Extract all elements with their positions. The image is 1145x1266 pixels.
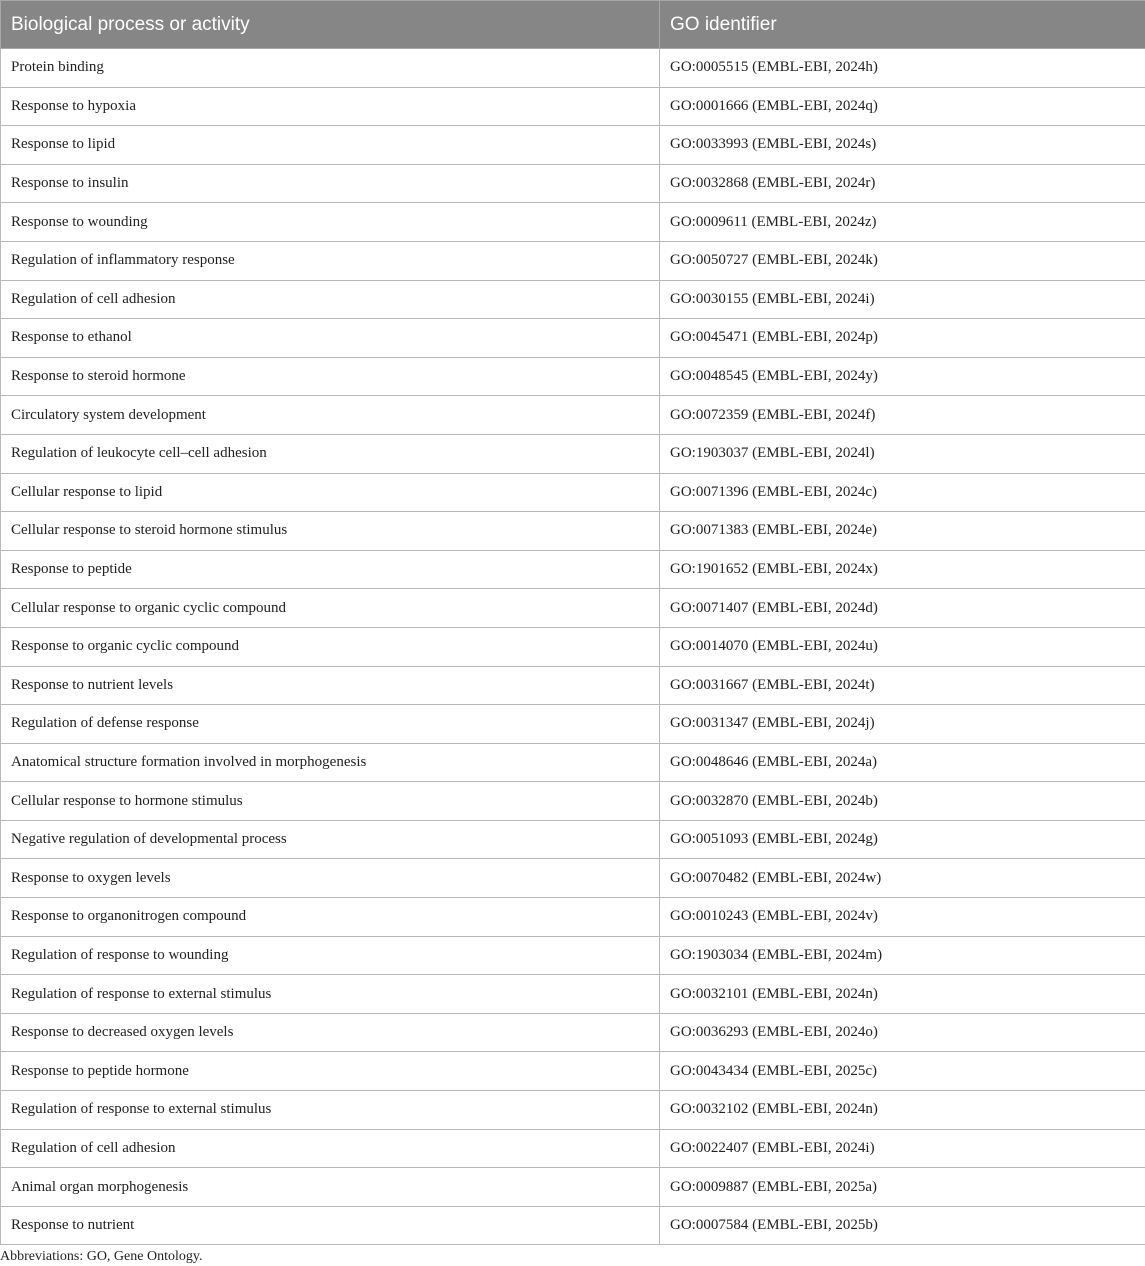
table-row xyxy=(1,975,1145,1014)
table-row xyxy=(1,1013,1145,1052)
cell-biological-process: Cellular response to organic cyclic compound xyxy=(1,589,660,628)
table-row xyxy=(1,1091,1145,1130)
cell-go-identifier: GO:0032102 (EMBL-EBI, 2024n) xyxy=(660,1091,1145,1130)
table-row xyxy=(1,743,1145,782)
cell-go-identifier: GO:0071383 (EMBL-EBI, 2024e) xyxy=(660,512,1145,551)
cell-biological-process: Response to ethanol xyxy=(1,319,660,358)
cell-biological-process: Circulatory system development xyxy=(1,396,660,435)
cell-go-identifier: GO:1903034 (EMBL-EBI, 2024m) xyxy=(660,936,1145,975)
table-row xyxy=(1,203,1145,242)
cell-go-identifier: GO:0009887 (EMBL-EBI, 2025a) xyxy=(660,1168,1145,1207)
cell-biological-process: Response to organic cyclic compound xyxy=(1,627,660,666)
cell-biological-process: Negative regulation of developmental process xyxy=(1,820,660,859)
cell-go-identifier: GO:0071407 (EMBL-EBI, 2024d) xyxy=(660,589,1145,628)
table-row xyxy=(1,936,1145,975)
cell-biological-process: Regulation of cell adhesion xyxy=(1,1129,660,1168)
cell-biological-process: Anatomical structure formation involved in morphogenesis xyxy=(1,743,660,782)
table-header xyxy=(1,1,1145,49)
cell-go-identifier: GO:0032870 (EMBL-EBI, 2024b) xyxy=(660,782,1145,821)
cell-go-identifier: GO:0045471 (EMBL-EBI, 2024p) xyxy=(660,319,1145,358)
table-row xyxy=(1,164,1145,203)
table-row xyxy=(1,859,1145,898)
table-row xyxy=(1,1206,1145,1245)
cell-go-identifier: GO:0072359 (EMBL-EBI, 2024f) xyxy=(660,396,1145,435)
cell-biological-process: Response to nutrient levels xyxy=(1,666,660,705)
cell-biological-process: Regulation of response to wounding xyxy=(1,936,660,975)
header-biological-process: Biological process or activity xyxy=(1,1,660,49)
cell-go-identifier: GO:0030155 (EMBL-EBI, 2024i) xyxy=(660,280,1145,319)
cell-go-identifier: GO:0014070 (EMBL-EBI, 2024u) xyxy=(660,627,1145,666)
footnote-abbreviations: Abbreviations: GO, Gene Ontology. xyxy=(0,1249,203,1264)
cell-biological-process: Response to oxygen levels xyxy=(1,859,660,898)
table-row xyxy=(1,396,1145,435)
cell-biological-process: Response to peptide xyxy=(1,550,660,589)
table-row xyxy=(1,627,1145,666)
cell-go-identifier: GO:0051093 (EMBL-EBI, 2024g) xyxy=(660,820,1145,859)
cell-biological-process: Cellular response to steroid hormone stimulus xyxy=(1,512,660,551)
cell-biological-process: Response to organonitrogen compound xyxy=(1,898,660,937)
header-row xyxy=(1,1,1145,49)
header-go-identifier: GO identifier xyxy=(660,1,1145,49)
cell-go-identifier: GO:0022407 (EMBL-EBI, 2024i) xyxy=(660,1129,1145,1168)
cell-biological-process: Response to lipid xyxy=(1,126,660,165)
table-row xyxy=(1,820,1145,859)
table-row xyxy=(1,126,1145,165)
cell-go-identifier: GO:0031347 (EMBL-EBI, 2024j) xyxy=(660,705,1145,744)
cell-biological-process: Regulation of inflammatory response xyxy=(1,241,660,280)
cell-go-identifier: GO:1901652 (EMBL-EBI, 2024x) xyxy=(660,550,1145,589)
table-row xyxy=(1,666,1145,705)
cell-biological-process: Response to steroid hormone xyxy=(1,357,660,396)
cell-biological-process: Response to insulin xyxy=(1,164,660,203)
table-row xyxy=(1,357,1145,396)
cell-go-identifier: GO:0071396 (EMBL-EBI, 2024c) xyxy=(660,473,1145,512)
cell-go-identifier: GO:0036293 (EMBL-EBI, 2024o) xyxy=(660,1013,1145,1052)
cell-go-identifier: GO:0007584 (EMBL-EBI, 2025b) xyxy=(660,1206,1145,1245)
cell-biological-process: Response to decreased oxygen levels xyxy=(1,1013,660,1052)
cell-go-identifier: GO:0009611 (EMBL-EBI, 2024z) xyxy=(660,203,1145,242)
cell-go-identifier: GO:0032868 (EMBL-EBI, 2024r) xyxy=(660,164,1145,203)
cell-go-identifier: GO:0032101 (EMBL-EBI, 2024n) xyxy=(660,975,1145,1014)
table-row xyxy=(1,898,1145,937)
table-body xyxy=(1,49,1145,1245)
cell-biological-process: Response to wounding xyxy=(1,203,660,242)
cell-biological-process: Regulation of leukocyte cell–cell adhesion xyxy=(1,434,660,473)
cell-go-identifier: GO:0033993 (EMBL-EBI, 2024s) xyxy=(660,126,1145,165)
table-row xyxy=(1,1168,1145,1207)
cell-biological-process: Regulation of defense response xyxy=(1,705,660,744)
cell-biological-process: Cellular response to lipid xyxy=(1,473,660,512)
table-row xyxy=(1,1052,1145,1091)
cell-biological-process: Cellular response to hormone stimulus xyxy=(1,782,660,821)
table-row xyxy=(1,782,1145,821)
table-row xyxy=(1,550,1145,589)
table-row xyxy=(1,319,1145,358)
cell-biological-process: Animal organ morphogenesis xyxy=(1,1168,660,1207)
table-row xyxy=(1,241,1145,280)
cell-biological-process: Protein binding xyxy=(1,49,660,88)
cell-biological-process: Response to nutrient xyxy=(1,1206,660,1245)
cell-biological-process: Response to peptide hormone xyxy=(1,1052,660,1091)
cell-go-identifier: GO:0050727 (EMBL-EBI, 2024k) xyxy=(660,241,1145,280)
table-row xyxy=(1,1129,1145,1168)
cell-go-identifier: GO:1903037 (EMBL-EBI, 2024l) xyxy=(660,434,1145,473)
table-row xyxy=(1,473,1145,512)
table-row xyxy=(1,434,1145,473)
cell-biological-process: Response to hypoxia xyxy=(1,87,660,126)
cell-biological-process: Regulation of cell adhesion xyxy=(1,280,660,319)
cell-go-identifier: GO:0005515 (EMBL-EBI, 2024h) xyxy=(660,49,1145,88)
cell-go-identifier: GO:0043434 (EMBL-EBI, 2025c) xyxy=(660,1052,1145,1091)
cell-go-identifier: GO:0001666 (EMBL-EBI, 2024q) xyxy=(660,87,1145,126)
cell-go-identifier: GO:0048646 (EMBL-EBI, 2024a) xyxy=(660,743,1145,782)
cell-biological-process: Regulation of response to external stimulus xyxy=(1,975,660,1014)
cell-go-identifier: GO:0010243 (EMBL-EBI, 2024v) xyxy=(660,898,1145,937)
cell-go-identifier: GO:0031667 (EMBL-EBI, 2024t) xyxy=(660,666,1145,705)
table-row xyxy=(1,512,1145,551)
table-row xyxy=(1,705,1145,744)
cell-go-identifier: GO:0070482 (EMBL-EBI, 2024w) xyxy=(660,859,1145,898)
table-row xyxy=(1,589,1145,628)
cell-go-identifier: GO:0048545 (EMBL-EBI, 2024y) xyxy=(660,357,1145,396)
table-row xyxy=(1,49,1145,88)
table-row xyxy=(1,87,1145,126)
cell-biological-process: Regulation of response to external stimulus xyxy=(1,1091,660,1130)
table-row xyxy=(1,280,1145,319)
